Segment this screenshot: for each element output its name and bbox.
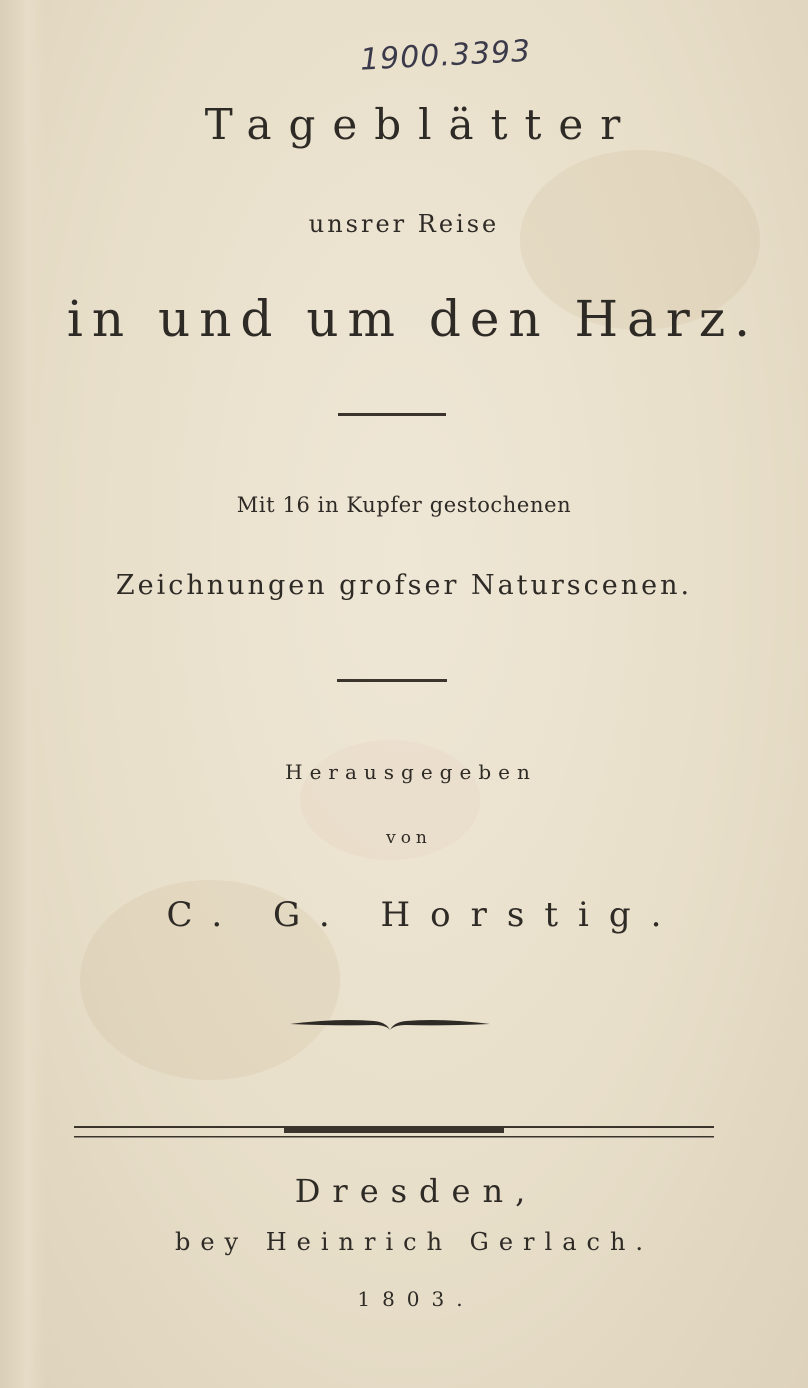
author-name: C. G. Horstig. — [166, 895, 682, 935]
illustrations-note: Mit 16 in Kupfer gestochenen — [236, 493, 572, 517]
divider-rule — [337, 679, 447, 682]
publisher: bey Heinrich Gerlach. — [174, 1228, 654, 1256]
illustrations-note-continued: Zeichnungen grofser Naturscenen. — [115, 570, 693, 601]
book-title: Tageblätter — [204, 100, 638, 149]
edited-label: Herausgegeben — [285, 760, 537, 784]
divider-rule — [338, 413, 446, 416]
publication-year: 1803. — [357, 1287, 475, 1311]
title-continuation: in und um den Harz. — [66, 290, 760, 348]
double-rule — [74, 1120, 714, 1144]
handwritten-shelfmark: 1900.3393 — [359, 33, 533, 78]
place-of-publication: Dresden, — [294, 1172, 538, 1210]
subtitle: unsrer Reise — [308, 210, 500, 238]
ornamental-rule — [288, 1012, 492, 1036]
by-label: von — [386, 828, 432, 848]
